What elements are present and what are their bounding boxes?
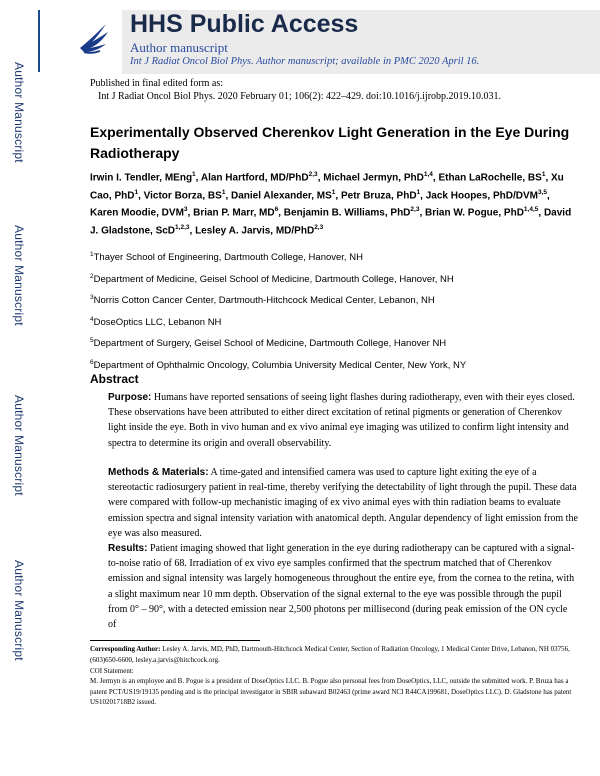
author-affiliation-marker: 3 (183, 206, 188, 214)
affiliation-number: 3 (90, 294, 94, 301)
author-list: Irwin I. Tendler, MEng$^1$, Alan Hartford, MD/PhD$^{2,3}$, Michael Jermyn, PhD$^{1,4}$, Ethan LaRochelle, $BS^1$, Xu Cao, PhD$^1$, Victor Borza, $BS^1$, Daniel Alexander, $MS^1$, Petr Bruza, PhD$^1$, Jack Hoopes, PhD/DVM$^{3,5}$, Karen Moodie, DVM$^3$, Brian P. Marr, $MD^6$, Benjamin B. Williams, PhD$^{2,3}$, Brian W. Pogue, PhD$^{1,4,5}$, David J. Gladstone, ScD$^{1,2,3}$, Lesley A. Jarvis, MD/PhD$^{2,3}$ (90, 171, 572, 236)
sidebar-author-manuscript-label: Author Manuscript (12, 395, 26, 496)
author-name: Petr Bruza, PhD (340, 189, 417, 201)
affiliation-item (90, 316, 221, 328)
coi-label: COI Statement: (90, 667, 134, 675)
affiliation-text: Department of Ophthalmic Oncology, Columbia University Medical Center, New York, NY (93, 359, 467, 371)
author-name: David J. Gladstone, ScD (90, 207, 572, 236)
results-label: Results: (108, 543, 148, 554)
coi-statement: M. Jermyn is an employee and B. Pogue is a president of DoseOptics LLC. B. Pogue also personal fees from DoseOptics, LLC, outside the submitted work. P. Bruza has a patent PCT/US19/19135 pending and is the principal investigator in SBIR subaward B02463 (prime award NCI R44CA199681, DoseOptics LLC). D. Gladstone has patent US10201718B2 issued. (90, 677, 572, 706)
author-affiliation-marker: 6 (274, 206, 279, 214)
author-affiliation-marker: 2,3 (410, 206, 420, 214)
author-name: Benjamin B. Williams, PhD (283, 207, 411, 219)
sidebar-author-manuscript-label: Author Manuscript (12, 560, 26, 661)
author-name: Daniel Alexander, MS (231, 189, 332, 201)
author-affiliation-marker: 1 (331, 188, 336, 196)
footnote-rule (90, 640, 260, 641)
author-name: Ethan LaRochelle, BS (438, 172, 542, 184)
author-name: Michael Jermyn, PhD (323, 172, 424, 184)
header-divider (38, 10, 40, 72)
published-label: Published in final edited form as: (90, 78, 224, 89)
affiliation-number: 2 (90, 272, 94, 280)
affiliation-item (90, 337, 446, 349)
author-affiliation-marker: 1 (221, 188, 226, 196)
paper-title: Experimentally Observed Cherenkov Light Generation in the Eye During Radiotherapy (90, 124, 570, 161)
affiliation-item (90, 251, 363, 263)
methods-label: Methods & Materials: (108, 467, 209, 478)
author-name: Alan Hartford, MD/PhD (200, 172, 309, 184)
affiliation-item (90, 359, 466, 371)
author-affiliation-marker: 1 (134, 188, 139, 196)
author-affiliation-marker: 3,5 (538, 188, 548, 196)
affiliation-text: DoseOptics LLC, Lebanon NH (93, 316, 222, 328)
author-name: Lesley A. Jarvis, MD/PhD (195, 224, 315, 236)
affiliation-number: 4 (90, 315, 94, 323)
author-name: Brian P. Marr, MD (193, 207, 275, 219)
affiliation-text: Norris Cotton Cancer Center, Dartmouth-Hitchcock Medical Center, Lebanon, NH (93, 295, 435, 307)
author-affiliation-marker: 1 (192, 171, 196, 178)
author-affiliation-marker: 1,4 (423, 171, 433, 178)
affiliation-number: 1 (90, 251, 94, 258)
purpose-label: Purpose: (108, 392, 152, 403)
abstract-methods (108, 465, 578, 541)
author-name: Xu Cao, PhD (90, 172, 564, 201)
hhs-public-access-title: HHS Public Access (130, 10, 359, 38)
header-citation: Int J Radiat Oncol Biol Phys. Author manuscript; available in PMC 2020 April 16. (130, 56, 480, 67)
author-name: Irwin I. Tendler, MEng (90, 172, 193, 184)
abstract-purpose (108, 390, 578, 451)
affiliation-item (90, 273, 454, 285)
sidebar-author-manuscript-label: Author Manuscript (12, 62, 26, 163)
author-affiliation-marker: 1 (541, 171, 546, 178)
results-text: Patient imaging showed that light generation in the eye during radiotherapy can be captured with a signal-to-noise ratio of 68. Irradiation of ex vivo eye samples confirmed that the spectrum matched that of Cherenkov emission and signal intensity was largely homogeneous throughout the entire eye, from the cornea to the retina, with a slight maximum near 10 mm depth. Observation of the signal external to the eye was possible through the pupil from 0° – 90°, with a detected emission near 2,500 photons per millisecond (during peak emission of the ON cycle of (108, 543, 575, 631)
affiliation-text: Thayer School of Engineering, Dartmouth College, Hanover, NH (93, 252, 363, 264)
methods-text: A time-gated and intensified camera was used to capture light exiting the eye of a stereotactic radiosurgery patient in real-time, thereby verifying the detectability of light through the pupil. These data were compared with follow-up mechanistic imaging of ex vivo animal eyes with thin radiation beams to evaluate emission spectra and signal intensity variation with anatomical depth. Angular dependency of light emission from the eye was also measured. (108, 467, 578, 539)
purpose-text: Humans have reported sensations of seeing light flashes during radiotherapy, even with their eyes closed. These observations have been attributed to either direct excitation of retinal pigments or generation of Cherenkov light inside the eye. Both in vivo human and ex vivo animal eye imaging was utilized to confirm light intensity and spectra to determine its origin and overall observability. (108, 392, 575, 449)
author-name: Jack Hoopes, PhD/DVM (425, 189, 538, 201)
author-affiliation-marker: 1,4,5 (523, 206, 539, 214)
author-name: Brian W. Pogue, PhD (425, 207, 524, 219)
author-affiliation-marker: 1,2,3 (175, 223, 190, 231)
abstract-heading: Abstract (90, 372, 139, 386)
abstract-results (108, 541, 578, 632)
hhs-eagle-logo-icon (76, 18, 112, 58)
author-affiliation-marker: 2,3 (308, 171, 318, 178)
author-name: Karen Moodie, DVM (90, 207, 184, 219)
author-affiliation-marker: 1 (416, 188, 421, 196)
sidebar-author-manuscript-label: Author Manuscript (12, 225, 26, 326)
affiliation-item (90, 294, 435, 306)
affiliation-text: Department of Medicine, Geisel School of Medicine, Dartmouth College, Hanover, NH (93, 273, 454, 285)
corresponding-author-note: Corresponding Author: Lesley A. Jarvis, MD, PhD, Dartmouth-Hitchcock Medical Center, Section of Radiation Oncology, 1 Medical Center Drive, Lebanon, NH 03756, (603)650-6600, lesley.a.jarvis@hitchcock.org. (90, 645, 570, 664)
affiliation-text: Department of Surgery, Geisel School of Medicine, Dartmouth College, Hanover NH (93, 338, 447, 350)
affiliation-number: 6 (90, 358, 94, 366)
published-citation: Int J Radiat Oncol Biol Phys. 2020 February 01; 106(2): 422–429. doi:10.1016/j.ijrobp.2019.10.031. (98, 91, 502, 102)
author-affiliation-marker: 2,3 (314, 223, 324, 231)
author-manuscript-subtitle: Author manuscript (130, 40, 228, 55)
affiliation-number: 5 (90, 337, 94, 344)
author-name: Victor Borza, BS (143, 189, 222, 201)
